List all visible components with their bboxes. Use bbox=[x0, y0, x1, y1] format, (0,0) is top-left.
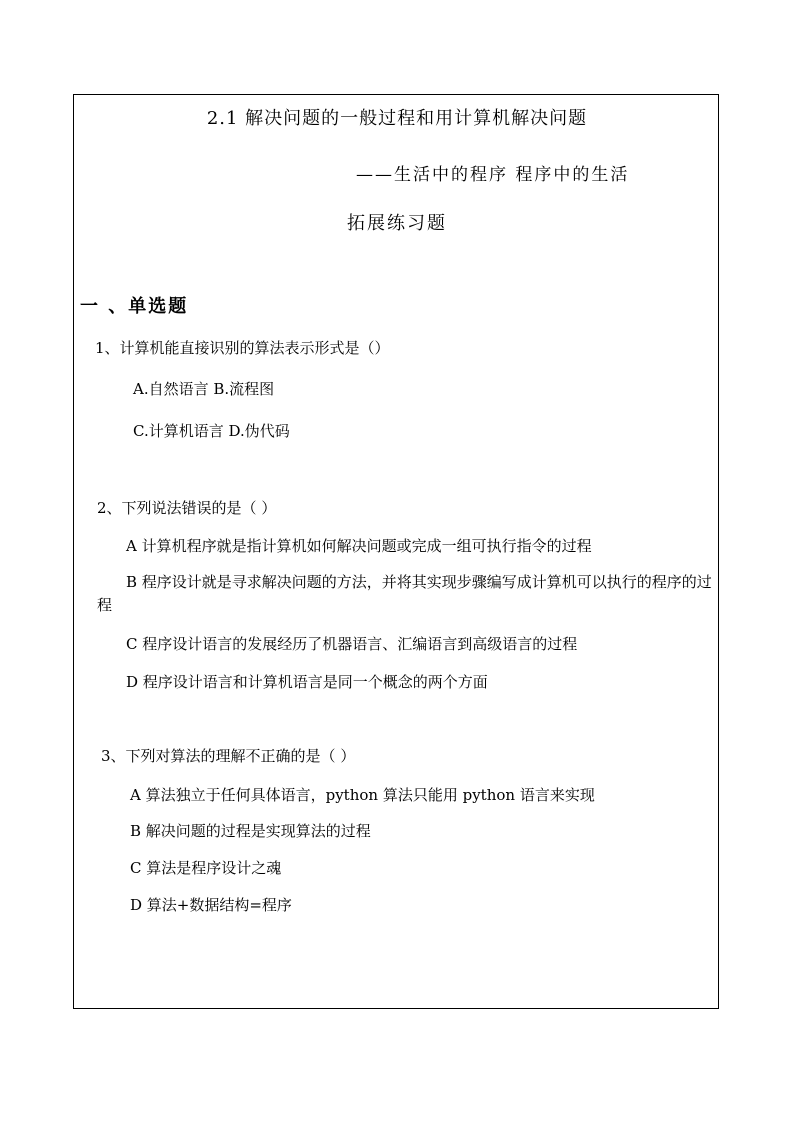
question-3-option-c: C 算法是程序设计之魂 bbox=[130, 859, 282, 877]
question-2-option-d: D 程序设计语言和计算机语言是同一个概念的两个方面 bbox=[126, 673, 488, 691]
question-3-stem: 3、下列对算法的理解不正确的是（ ） bbox=[101, 747, 356, 765]
question-2-stem: 2、下列说法错误的是（ ） bbox=[97, 499, 277, 517]
question-3-option-d: D 算法+数据结构=程序 bbox=[130, 896, 292, 914]
question-2-option-c: C 程序设计语言的发展经历了机器语言、汇编语言到高级语言的过程 bbox=[126, 635, 578, 653]
exercise-heading: 拓展练习题 bbox=[347, 213, 447, 234]
section-heading: 一 、单选题 bbox=[80, 296, 189, 317]
question-1-stem: 1、计算机能直接识别的算法表示形式是（） bbox=[95, 339, 390, 357]
document-subtitle: ——生活中的程序 程序中的生活 bbox=[356, 165, 630, 185]
document-title: 2.1 解决问题的一般过程和用计算机解决问题 bbox=[206, 108, 588, 129]
question-2-option-a: A 计算机程序就是指计算机如何解决问题或完成一组可执行指令的过程 bbox=[126, 537, 592, 555]
question-1-options-row-1: A.自然语言 B.流程图 bbox=[133, 380, 275, 398]
question-3-option-b: B 解决问题的过程是实现算法的过程 bbox=[130, 822, 371, 840]
question-1-options-row-2: C.计算机语言 D.伪代码 bbox=[133, 422, 290, 440]
question-3-option-a: A 算法独立于任何具体语言，python 算法只能用 python 语言来实现 bbox=[130, 786, 595, 804]
question-2-option-b: B 程序设计就是寻求解决问题的方法，并将其实现步骤编写成计算机可以执行的程序的过程 bbox=[97, 573, 712, 614]
